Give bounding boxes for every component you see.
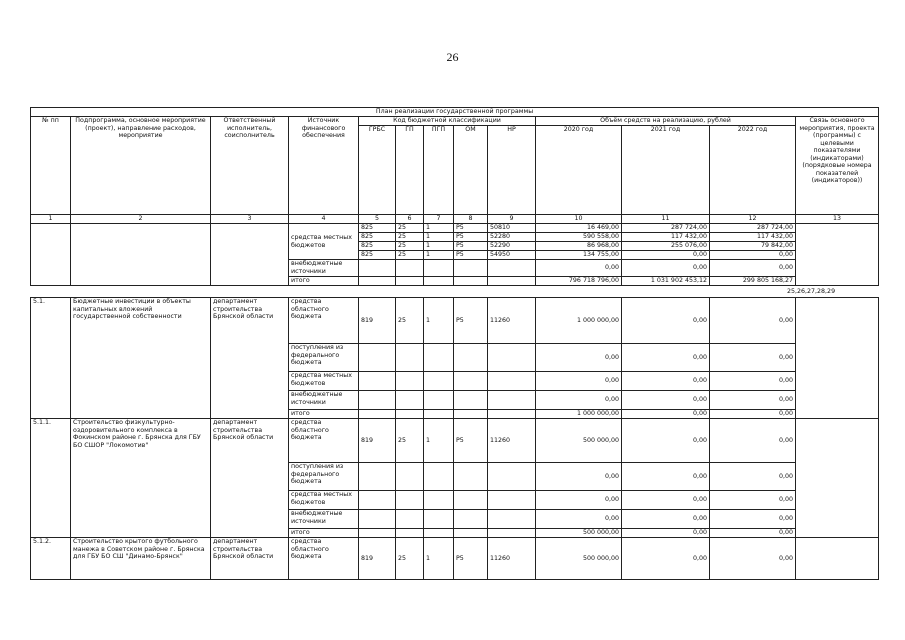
nr-cell: 11260 <box>488 298 536 344</box>
amount-2020: 0,00 <box>536 260 622 277</box>
source-cell: средства местных бюджетов <box>289 372 359 391</box>
om-cell: P5 <box>454 224 488 233</box>
pgp-cell: 1 <box>424 251 454 260</box>
responsible-executor: департамент строительства Брянской области <box>211 419 289 538</box>
column-number: 4 <box>289 215 359 224</box>
amount-2022: 0,00 <box>710 510 796 529</box>
amount-2022: 0,00 <box>710 463 796 491</box>
source-cell: внебюджетные источники <box>289 260 359 277</box>
column-number: 7 <box>424 215 454 224</box>
source-cell: средства местных бюджетов <box>289 491 359 510</box>
amount-2020: 0,00 <box>536 344 622 372</box>
total-2020: 1 000 000,00 <box>536 410 622 419</box>
col-subprogram-header: Подпрограмма, основное мероприятие (проект), направление расходов, мероприятие <box>71 117 211 215</box>
amount-2022: 0,00 <box>710 391 796 410</box>
nr-cell: 52280 <box>488 233 536 242</box>
gp-cell: 25 <box>396 233 424 242</box>
gp-cell: 25 <box>396 224 424 233</box>
amount-2020: 0,00 <box>536 491 622 510</box>
col-num-header: № пп <box>31 117 71 215</box>
col-gp-header: ГП <box>396 126 424 215</box>
om-cell: P5 <box>454 538 488 580</box>
responsible-executor: департамент строительства Брянской области <box>211 298 289 419</box>
column-number: 13 <box>796 215 879 224</box>
amount-2021: 0,00 <box>622 491 710 510</box>
col-om-header: ОМ <box>454 126 488 215</box>
grbs-cell: 819 <box>359 419 396 463</box>
amount-2020: 0,00 <box>536 391 622 410</box>
row-number: 5.1.1. <box>31 419 71 538</box>
col-volume-header: Объём средств на реализацию, рублей <box>536 117 796 126</box>
total-2022: 0,00 <box>710 529 796 538</box>
column-number-row <box>31 215 879 224</box>
grbs-cell: 825 <box>359 224 396 233</box>
amount-2022: 0,00 <box>710 344 796 372</box>
pgp-cell: 1 <box>424 242 454 251</box>
gp-cell: 25 <box>396 298 424 344</box>
column-number: 3 <box>211 215 289 224</box>
total-label: итого <box>289 529 359 538</box>
source-cell: поступления из федерального бюджета <box>289 344 359 372</box>
om-cell: P5 <box>454 419 488 463</box>
grbs-cell: 825 <box>359 233 396 242</box>
amount-2021: 0,00 <box>622 260 710 277</box>
col-budget-code-header: Код бюджетной классификации <box>359 117 536 126</box>
table-row <box>31 224 879 233</box>
amount-2021: 287 724,00 <box>622 224 710 233</box>
total-2020: 500 000,00 <box>536 529 622 538</box>
amount-2021: 0,00 <box>622 298 710 344</box>
column-number: 1 <box>31 215 71 224</box>
amount-2021: 0,00 <box>622 538 710 580</box>
amount-2020: 0,00 <box>536 463 622 491</box>
grbs-cell: 825 <box>359 251 396 260</box>
amount-2021: 0,00 <box>622 510 710 529</box>
amount-2020: 500 000,00 <box>536 419 622 463</box>
total-2021: 0,00 <box>622 529 710 538</box>
gp-cell: 25 <box>396 419 424 463</box>
column-number: 8 <box>454 215 488 224</box>
gp-cell: 25 <box>396 251 424 260</box>
total-label: итого <box>289 410 359 419</box>
source-cell: поступления из федерального бюджета <box>289 463 359 491</box>
indicator-link: 25,26,27,28,29 <box>787 288 836 295</box>
pgp-cell: 1 <box>424 298 454 344</box>
pgp-cell: 1 <box>424 224 454 233</box>
column-number: 12 <box>710 215 796 224</box>
source-cell: средства областного бюджета <box>289 298 359 344</box>
table-row <box>31 298 879 344</box>
column-number: 11 <box>622 215 710 224</box>
table-title: План реализации государственной программы <box>31 108 879 117</box>
amount-2022: 287 724,00 <box>710 224 796 233</box>
col-pgp-header: ПГП <box>424 126 454 215</box>
table-row <box>31 419 879 463</box>
total-2021: 1 031 902 453,12 <box>622 277 710 286</box>
amount-2020: 500 000,00 <box>536 538 622 580</box>
table-row <box>31 538 879 580</box>
source-cell: средства областного бюджета <box>289 538 359 580</box>
amount-2021: 117 432,00 <box>622 233 710 242</box>
column-number: 2 <box>71 215 211 224</box>
row-number: 5.1.2. <box>31 538 71 580</box>
row-number: 5.1. <box>31 298 71 419</box>
om-cell: P5 <box>454 251 488 260</box>
amount-2021: 0,00 <box>622 419 710 463</box>
om-cell: P5 <box>454 298 488 344</box>
om-cell: P5 <box>454 242 488 251</box>
col-responsible-header: Ответственный исполнитель, соисполнитель <box>211 117 289 215</box>
nr-cell: 11260 <box>488 419 536 463</box>
total-2020: 796 718 796,00 <box>536 277 622 286</box>
nr-cell: 50810 <box>488 224 536 233</box>
total-2022: 299 805 168,27 <box>710 277 796 286</box>
source-cell: средства областного бюджета <box>289 419 359 463</box>
col-2020-header: 2020 год <box>536 126 622 215</box>
col-link-header: Связь основного мероприятия, проекта (программы) с целевыми показателями (индикаторами) (порядковые номера показателей (индикаторов)) <box>796 117 879 215</box>
gp-cell: 25 <box>396 242 424 251</box>
amount-2022: 79 842,00 <box>710 242 796 251</box>
grbs-cell: 825 <box>359 242 396 251</box>
column-number: 10 <box>536 215 622 224</box>
grbs-cell: 819 <box>359 298 396 344</box>
amount-2021: 0,00 <box>622 391 710 410</box>
nr-cell: 54950 <box>488 251 536 260</box>
om-cell: P5 <box>454 233 488 242</box>
amount-2020: 590 558,00 <box>536 233 622 242</box>
col-2021-header: 2021 год <box>622 126 710 215</box>
measure-name: Бюджетные инвестиции в объекты капитальных вложений государственной собственности <box>71 298 211 419</box>
amount-2022: 0,00 <box>710 298 796 344</box>
responsible-executor: департамент строительства Брянской области <box>211 538 289 580</box>
col-nr-header: НР <box>488 126 536 215</box>
column-number: 9 <box>488 215 536 224</box>
grbs-cell: 819 <box>359 538 396 580</box>
total-2022: 0,00 <box>710 410 796 419</box>
source-cell: внебюджетные источники <box>289 391 359 410</box>
amount-2022: 117 432,00 <box>710 233 796 242</box>
page-number: 26 <box>446 50 459 64</box>
measure-name: Строительство физкультурно-оздоровительного комплекса в Фокинском районе г. Брянска для ГБУ БО СШОР "Локомотив" <box>71 419 211 538</box>
total-label: итого <box>289 277 359 286</box>
total-2021: 0,00 <box>622 410 710 419</box>
amount-2021: 0,00 <box>622 463 710 491</box>
amount-2020: 134 755,00 <box>536 251 622 260</box>
program-plan-table <box>30 107 879 286</box>
amount-2022: 0,00 <box>710 372 796 391</box>
amount-2022: 0,00 <box>710 538 796 580</box>
source-cell: средства местных бюджетов <box>289 224 359 260</box>
col-grbs-header: ГРБС <box>359 126 396 215</box>
amount-2022: 0,00 <box>710 260 796 277</box>
amount-2020: 16 469,00 <box>536 224 622 233</box>
pgp-cell: 1 <box>424 538 454 580</box>
measure-name: Строительство крытого футбольного манежа в Советском районе г. Брянска для ГБУ БО СШ "Динамо-Брянск" <box>71 538 211 580</box>
gp-cell: 25 <box>396 538 424 580</box>
amount-2020: 1 000 000,00 <box>536 298 622 344</box>
amount-2021: 0,00 <box>622 344 710 372</box>
amount-2021: 0,00 <box>622 251 710 260</box>
pgp-cell: 1 <box>424 233 454 242</box>
amount-2022: 0,00 <box>710 491 796 510</box>
amount-2020: 86 968,00 <box>536 242 622 251</box>
col-source-header: Источник финансового обеспечения <box>289 117 359 215</box>
amount-2021: 0,00 <box>622 372 710 391</box>
amount-2020: 0,00 <box>536 372 622 391</box>
amount-2022: 0,00 <box>710 251 796 260</box>
amount-2020: 0,00 <box>536 510 622 529</box>
nr-cell: 52290 <box>488 242 536 251</box>
pgp-cell: 1 <box>424 419 454 463</box>
amount-2021: 255 076,00 <box>622 242 710 251</box>
program-plan-table-continued <box>30 297 879 580</box>
column-number: 6 <box>396 215 424 224</box>
amount-2022: 0,00 <box>710 419 796 463</box>
column-number: 5 <box>359 215 396 224</box>
nr-cell: 11260 <box>488 538 536 580</box>
source-cell: внебюджетные источники <box>289 510 359 529</box>
col-2022-header: 2022 год <box>710 126 796 215</box>
